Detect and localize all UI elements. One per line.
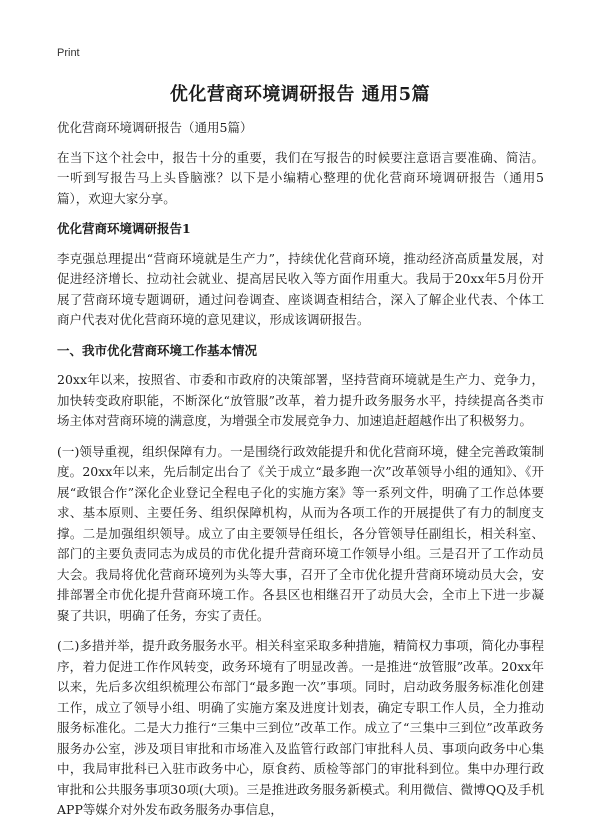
document-subtitle: 优化营商环境调研报告（通用5篇） (57, 120, 253, 135)
paragraph: 20xx年以来，按照省、市委和市政府的决策部署，坚持营商环境就是生产力、竞争力，加快转变政府职能，不断深化“放管服”改革，着力提升政务服务水平，持续提高各类市场主体对营商环境的满意度，为增强全市发展竞争力、加速追赶超越作出了积极努力。 (57, 372, 544, 428)
paragraph: (二)多措并举，提升政务服务水平。相关科室采取多种措施，精简权力事项，简化办事程序，着力促进工作作风转变，政务环境有了明显改善。一是推进“放管服”改革。20xx年以来，先后多次组织梳理公布部门“最多跑一次”事项。同时，启动政务服务标准化创建工作，成立了领导小组、明确了实施方案及进度计划表，确定专职工作人员，全力推动服务标准化。二是大力推行“三集中三到位”改革工作。成立了“三集中三到位”改革政务服务办公室，涉及项目审批和市场准入及监管行政部门审批科人员、事项向政务中心集中，我局审批科已入驻市政务中心，原食药、质检等部门的审批科到位。集中办理行政审批和公共服务事项30项(大项)。三是推进政务服务新模式。利用微信、微博QQ及手机APP等媒介对外发布政务服务办事信息， (57, 638, 544, 817)
intro-paragraph: 在当下这个社会中，报告十分的重要，我们在写报告的时候要注意语言要准确、简洁。一听到写报告马上头昏脑涨？以下是小编精心整理的优化营商环境调研报告（通用5篇），欢迎大家分享。 (57, 149, 544, 206)
section-heading: 优化营商环境调研报告1 (57, 221, 191, 236)
paragraph: 李克强总理提出“营商环境就是生产力”，持续优化营商环境，推动经济高质量发展，对促进经济增长、拉动社会就业、提高居民收入等方面作用重大。我局于20xx年5月份开展了营商环境专题调研，通过问卷调查、座谈调查相结合，深入了解企业代表、个体工商户代表对优化营商环境的意见建议，形成该调研报告。 (57, 250, 544, 327)
paragraph: (一)领导重视，组织保障有力。一是围绕行政效能提升和优化营商环境，健全完善政策制度。20xx年以来，先后制定出台了《关于成立“最多跑一次”改革领导小组的通知》、《开展“政银合作”深化企业登记全程电子化的实施方案》等一系列文件，明确了工作总体要求、基本原则、主要任务、组织保障机构，从而为各项工作的开展提供了有力的制度支撑。二是加强组织领导。成立了由主要领导任组长，各分管领导任副组长，相关科室、部门的主要负责同志为成员的市优化提升营商环境工作领导小组。三是召开了工作动员大会。我局将优化营商环境列为头等大事，召开了全市优化提升营商环境动员大会，安排部署全市优化提升营商环境工作。各县区也相继召开了动员大会，全市上下进一步凝聚了共识，明确了任务，夯实了责任。 (57, 443, 544, 623)
page-title: 优化营商环境调研报告 通用5篇 (169, 84, 431, 105)
sub-heading: 一、我市优化营商环境工作基本情况 (57, 342, 258, 358)
print-label[interactable]: Print (57, 47, 80, 59)
document-body (57, 118, 544, 831)
